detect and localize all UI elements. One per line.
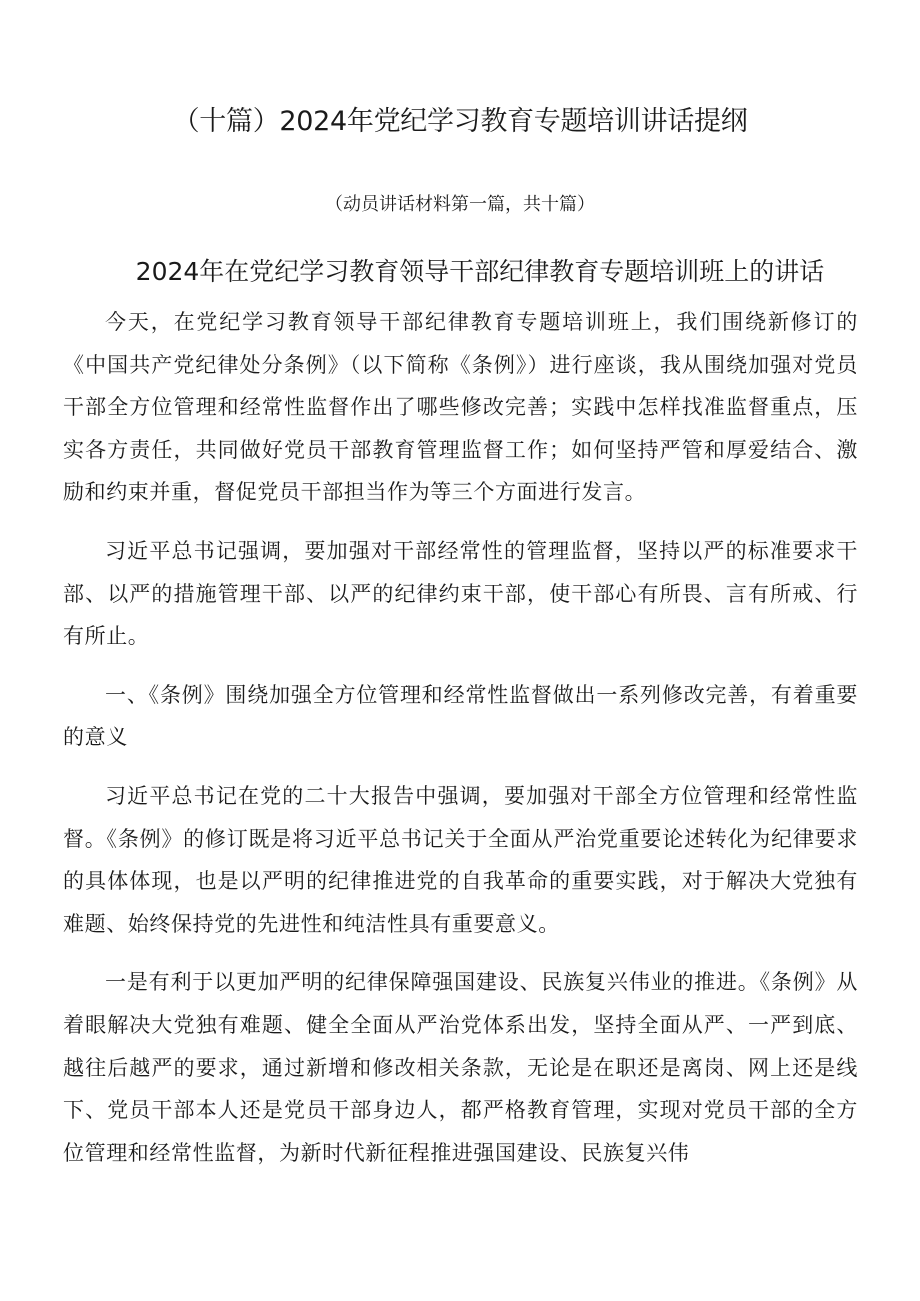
section-heading-1: 一、《条例》围绕加强全方位管理和经常性监督做出一系列修改完善，有着重要的意义 [63,682,858,750]
document-body [63,301,858,1174]
paragraph-quote: 习近平总书记强调，要加强对干部经常性的管理监督，坚持以严的标准要求干部、以严的措施管理干部、以严的纪律约束干部，使干部心有所畏、言有所戒、行有所止。 [63,538,858,649]
paragraph-section-1: 习近平总书记在党的二十大报告中强调，要加强对干部全方位管理和经常性监督。《条例》的修订既是将习近平总书记关于全面从严治党重要论述转化为纪律要求的具体体现，也是以严明的纪律推进党的自我革命的重要实践，对于解决大党独有难题、始终保持党的先进性和纯洁性具有重要意义。 [63,783,858,936]
document-title: （十篇）2024年党纪学习教育专题培训讲话提纲 [172,106,748,137]
paragraph-point-1: 一是有利于以更加严明的纪律保障强国建设、民族复兴伟业的推进。《条例》从着眼解决大党独有难题、健全全面从严治党体系出发，坚持全面从严、一严到底、越往后越严的要求，通过新增和修改相关条款，无论是在职还是离岗、网上还是线下、党员干部本人还是党员干部身边人，都严格教育管理，实现对党员干部的全方位管理和经常性监督，为新时代新征程推进强国建设、民族复兴伟 [63,970,858,1165]
paragraph-intro: 今天，在党纪学习教育领导干部纪律教育专题培训班上，我们围绕新修订的《中国共产党纪律处分条例》（以下简称《条例》）进行座谈，我从围绕加强对党员干部全方位管理和经常性监督作出了哪些修改完善；实践中怎样找准监督重点，压实各方责任，共同做好党员干部教育管理监督工作；如何坚持严管和厚爱结合、激励和约束并重，督促党员干部担当作为等三个方面进行发言。 [63,310,858,505]
series-note: （动员讲话材料第一篇，共十篇） [325,194,595,215]
speech-title: 2024年在党纪学习教育领导干部纪律教育专题培训班上的讲话 [135,257,825,286]
